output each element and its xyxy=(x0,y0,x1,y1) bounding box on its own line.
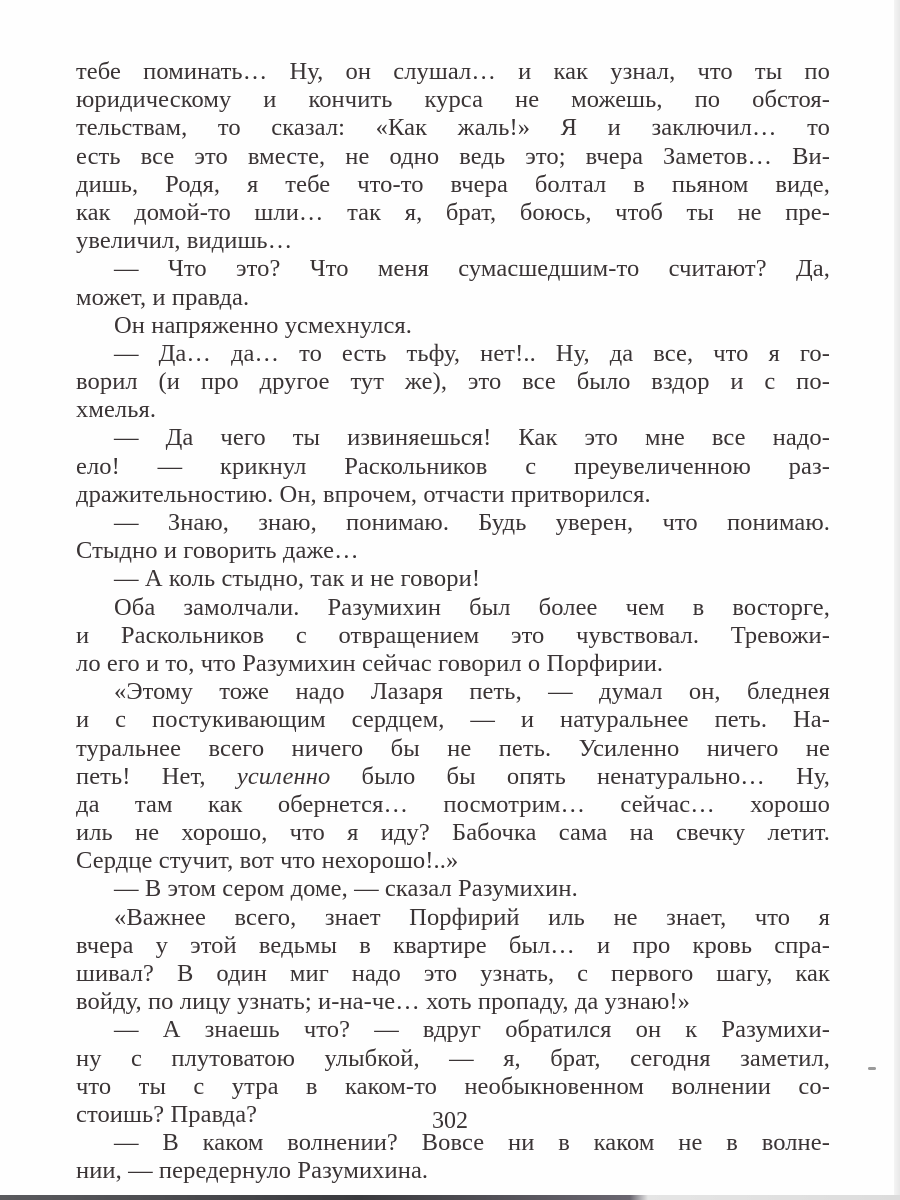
text-line: ну с плутоватою улыбкой, — я, брат, сегодня заметил, xyxy=(76,1044,830,1072)
page-body-text xyxy=(76,58,830,1186)
text-line: Оба замолчали. Разумихин был более чем в восторге, xyxy=(114,593,830,621)
text-line: что ты с утра в каком-то необыкновенном волнении со- xyxy=(76,1072,830,1100)
scan-speck xyxy=(868,1067,876,1070)
text-line: нии, — передернуло Разумихина. xyxy=(76,1157,429,1185)
text-line: и с постукивающим сердцем, — и натуральнее петь. На- xyxy=(76,706,830,734)
text-line: — Знаю, знаю, понимаю. Будь уверен, что понимаю. xyxy=(114,509,830,536)
text-line: и Раскольников с отвращением это чувствовал. Тревожи- xyxy=(76,621,830,649)
text-segment: было бы опять ненатурально… Ну, xyxy=(330,762,830,790)
text-line: войду, по лицу узнать; и-на-че… хоть пропаду, да узнаю!» xyxy=(76,988,690,1016)
page-bottom-edge xyxy=(0,1195,900,1200)
text-line: как домой-то шли… так я, брат, боюсь, чтоб ты не пре- xyxy=(76,198,830,226)
text-line: ло его и то, что Разумихин сейчас говорил о Порфирии. xyxy=(76,649,664,677)
text-line: юридическому и кончить курса не можешь, по обстоя- xyxy=(76,86,830,114)
text-line: туральнее всего ничего бы не петь. Усиленно ничего не xyxy=(76,734,830,762)
text-line: стоишь? Правда? xyxy=(76,1100,258,1128)
text-line: тельствам, то сказал: «Как жаль!» Я и заключил… то xyxy=(76,114,830,142)
text-line: может, и правда. xyxy=(76,283,250,311)
text-segment: петь! Нет, xyxy=(76,762,237,790)
text-line: — Да чего ты извиняешься! Как это мне все надо- xyxy=(114,424,830,452)
text-line: шивал? В один миг надо это узнать, с первого шагу, как xyxy=(76,960,830,987)
text-line: — А знаешь что? — вдруг обратился он к Разумихи- xyxy=(114,1016,830,1044)
text-line: — В этом сером доме, — сказал Разумихин. xyxy=(114,875,578,903)
text-line: иль не хорошо, что я иду? Бабочка сама на свечку летит. xyxy=(76,819,830,847)
page-right-edge xyxy=(894,0,900,1200)
text-line: — В каком волнении? Вовсе ни в каком не в волне- xyxy=(114,1129,830,1157)
italic-emphasis: усиленно xyxy=(236,762,331,790)
text-line: дишь, Родя, я тебе что-то вчера болтал в пьяном виде, xyxy=(76,170,830,198)
text-line: увеличил, видишь… xyxy=(76,227,293,255)
text-line: «Важнее всего, знает Порфирий иль не знает, что я xyxy=(114,903,830,931)
text-line: да там как обернется… посмотрим… сейчас… хорошо xyxy=(76,790,830,818)
text-line: — Да… да… то есть тьфу, нет!.. Ну, да все, что я го- xyxy=(114,339,830,367)
text-line: — А коль стыдно, так и не говори! xyxy=(114,565,481,593)
text-line: Стыдно и говорить даже… xyxy=(76,537,359,565)
text-line: ворил (и про другое тут же), это все было вздор и с по- xyxy=(76,368,830,396)
text-line: дражительностию. Он, впрочем, отчасти притворился. xyxy=(76,480,651,508)
text-line: «Этому тоже надо Лазаря петь, — думал он, бледнея xyxy=(114,678,830,706)
text-line: вчера у этой ведьмы в квартире был… и про кровь спра- xyxy=(76,931,830,959)
text-line: хмелья. xyxy=(76,396,157,424)
text-line: ело! — крикнул Раскольников с преувеличенною раз- xyxy=(76,452,830,480)
page-number: 302 xyxy=(432,1108,468,1134)
text-line: тебе поминать… Ну, он слушал… и как узнал, что ты по xyxy=(76,58,830,85)
text-line: Он напряженно усмехнулся. xyxy=(114,311,413,339)
text-line xyxy=(76,763,830,791)
text-line: — Что это? Что меня сумасшедшим-то считают? Да, xyxy=(114,255,830,283)
text-line: есть все это вместе, не одно ведь это; вчера Заметов… Ви- xyxy=(76,142,830,170)
text-line: Сердце стучит, вот что нехорошо!..» xyxy=(76,847,459,875)
